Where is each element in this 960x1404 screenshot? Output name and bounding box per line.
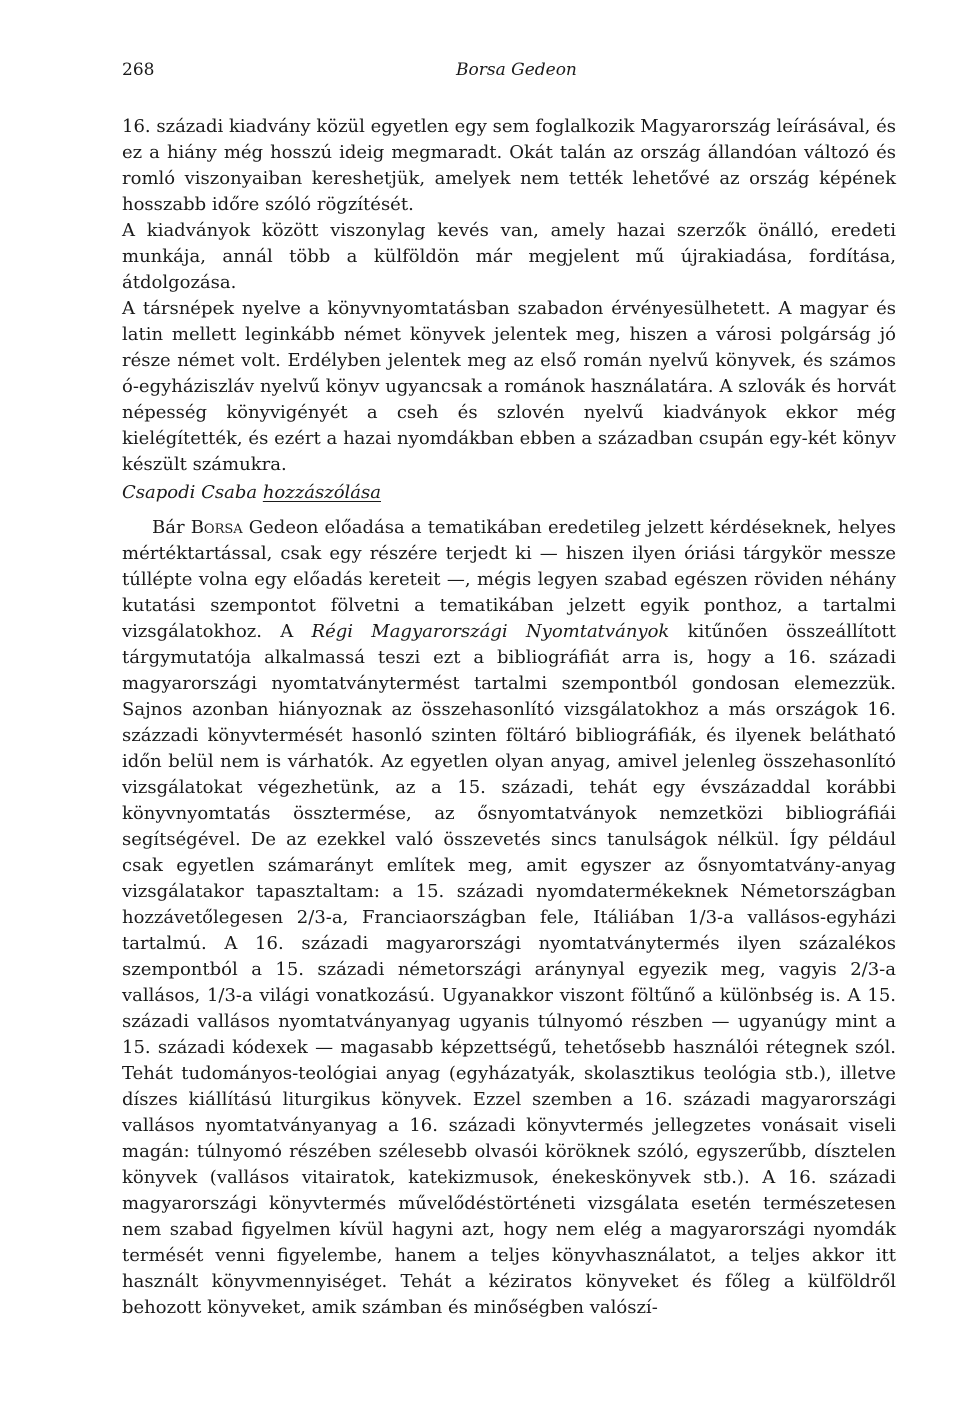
italic-work-title: Régi Magyarországi Nyomtatványok bbox=[311, 621, 670, 642]
comment-paragraph bbox=[122, 515, 896, 1321]
page-number: 268 bbox=[122, 60, 155, 80]
comment-lead-2: Gedeon előadása a tematikában eredetileg jelzett kérdéseknek, helyes mértéktartással, csak egy részére terjedt ki — hiszen ilyen óriási tárgykör messze túllépte volna egy előadás kereteit —, mégis legyen szabad egészen röviden néhány kutatási szempontot fölvetni a tematikában jelzett egyik ponthoz, a tartalmi vizsgálatokhoz. A bbox=[122, 517, 896, 642]
section-title: hozzászólása bbox=[262, 482, 381, 503]
page-header bbox=[122, 60, 896, 86]
paragraph-1: 16. századi kiadvány közül egyetlen egy sem foglalkozik Magyarország leírásával, és ez a hiány még hosszú ideig megmaradt. Okát talán az ország állandóan változó és romló viszonyaiban kereshetjük, amelyek nem tették lehetővé az ország képének hosszabb időre szóló rögzítését. bbox=[122, 116, 896, 215]
running-head: Borsa Gedeon bbox=[456, 60, 577, 80]
section-author: Csapodi Csaba bbox=[122, 482, 258, 503]
comment-rest: kitűnően összeállított tárgymutatója alkalmassá teszi ezt a bibliográfiát arra is, hogy a 16. századi magyarországi nyomtatványtermést tartalmi szempontból gondosan elemezzük. Sajnos azonban hiányoznak az összehasonlító vizsgálatokhoz a más országok 16. százzadi könyvtermését hasonló szinten föltáró bibliográfiák, és ilyenek belátható időn belül nem is várhatók. Az egyetlen olyan anyag, amivel jelenleg összehasonlító vizsgálatokat végezhetünk, az a 15. századi, tehát egy évszázaddal korábbi könyvnyomtatás össztermése, az ősnyomtatványok nemzetközi bibliográfiái segítségével. De az ezekkel való összevetés sincs tanulságok nélkül. Így például csak egyetlen számarányt említek meg, amit egyszer az ősnyomtatvány-anyag vizsgálatakor tapasztaltam: a 15. századi nyomdatermékeknek Németországban hozzávetőlegesen 2/3-a, Franciaországban fele, Itáliában 1/3-a vallásos-egyházi tartalmú. A 16. századi magyarországi nyomtatványtermés ilyen százalékos szempontból a 15. századi németországi aránynyal egyezik meg, vagyis 2/3-a vallásos, 1/3-a világi vonatkozású. Ugyanakkor viszont föltűnő a különbség is. A 15. századi vallásos nyomtatványanyag ugyanis túlnyomó részben — ugyanúgy mint a 15. századi kódexek — magasabb képzettségű, tehetősebb használói rétegnek szól. Tehát tudományos-teológiai anyag (egyházatyák, skolasztikus teológia stb.), illetve díszes kiállítású liturgikus könyvek. Ezzel szemben a 16. századi magyarországi vallásos nyomtatványanyag a 16. századi könyvtermés jellegzetes vonásait viseli magán: túlnyomó részében szélesebb olvasói köröknek szóló, egyszerűbb, dísztelen könyvek (vallásos vitairatok, katekizmusok, énekeskönyvek stb.). A 16. századi magyarországi könyvtermés művelődéstörténeti vizsgálata esetén természetesen nem szabad figyelmen kívül hagyni azt, hogy nem elég a magyarországi nyomdák termését venni figyelembe, hanem a teljes könyvhasználatot, a teljes akkor itt használt könyvmennyiséget. Tehát a kéziratos könyveket és főleg a külföldről behozott könyveket, amik számban és minőségben valószí- bbox=[122, 621, 896, 1318]
body-text-top bbox=[122, 114, 896, 478]
paragraph-3: A társnépek nyelve a könyvnyomtatásban szabadon érvényesülhetett. A magyar és latin mellett leginkább német könyvek jelentek meg, hiszen a városi polgárság jó része német volt. Erdélyben jelentek meg az első román nyelvű könyvek, és számos ó-egyháziszláv nyelvű könyv ugyancsak a románok használatára. A szlovák és horvát népesség könyvigényét a cseh és szlovén nyelvű kiadványok ekkor még kielégítették, és ezért a hazai nyomdákban ebben a században csupán egy-két könyv készült számukra. bbox=[122, 298, 896, 475]
author-smallcaps: Borsa bbox=[190, 517, 243, 538]
comment-lead-1: Bár bbox=[152, 517, 191, 538]
section-heading bbox=[122, 480, 381, 506]
comment-body bbox=[122, 515, 896, 1321]
paragraph-2: A kiadványok között viszonylag kevés van, amely hazai szerzők önálló, eredeti munkája, annál több a külföldön már megjelent mű újrakiadása, fordítása, átdolgozása. bbox=[122, 220, 896, 293]
